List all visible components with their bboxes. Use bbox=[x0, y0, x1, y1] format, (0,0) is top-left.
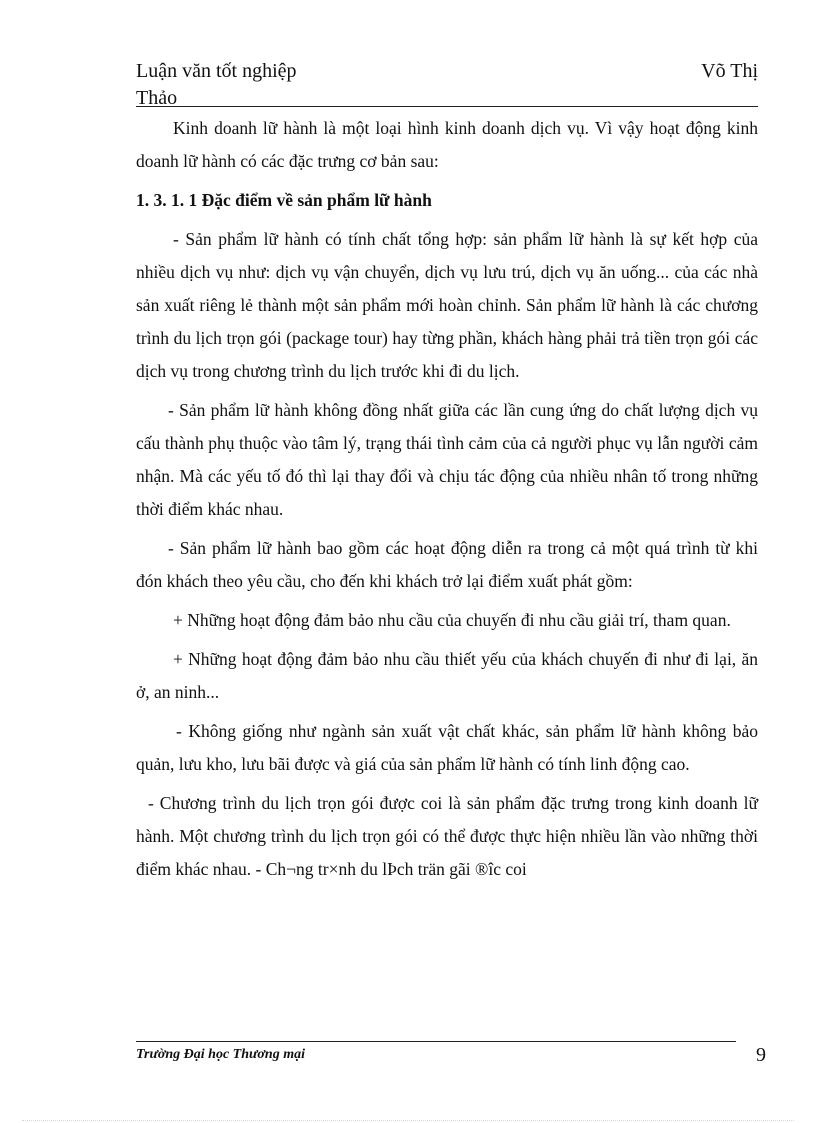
bullet-entertainment-needs: + Những hoạt động đảm bảo nhu cầu của chuyến đi nhu cầu giải trí, tham quan. bbox=[173, 610, 731, 630]
paragraph-composite-product: - Sản phẩm lữ hành có tính chất tổng hợp: sản phẩm lữ hành là sự kết hợp của nhiều dịch vụ như: dịch vụ vận chuyển, dịch vụ lưu trú, dịch vụ ăn uống... của các nhà sản xuất riêng lẻ thành một sản phẩm mới hoàn chỉnh. Sản phẩm lữ hành là các chương trình du lịch trọn gói (package tour) hay từng phần, khách hàng phải trả tiền trọn gói các dịch vụ trong chương trình du lịch trước khi đi du lịch. bbox=[136, 229, 758, 381]
document-title: Luận văn tốt nghiệp bbox=[136, 60, 297, 82]
author-surname: Thảo bbox=[136, 87, 178, 109]
document-title-block bbox=[136, 58, 297, 112]
paragraph-package-tour: - Chương trình du lịch trọn gói được coi là sản phẩm đặc trưng trong kinh doanh lữ hành. Một chương trình du lịch trọn gói có thể được thực hiện nhiều lần vào những thời điểm khác nhau. - Ch¬ng tr×nh du lÞch trän gãi ®îc coi bbox=[136, 793, 758, 879]
paragraph-activities: - Sản phẩm lữ hành bao gồm các hoạt động diễn ra trong cả một quá trình từ khi đón khách theo yêu cầu, cho đến khi khách trở lại điểm xuất phát gồm: bbox=[136, 538, 758, 591]
footer-divider bbox=[136, 1041, 736, 1042]
section-heading: 1. 3. 1. 1 Đặc điểm về sản phẩm lữ hành bbox=[136, 190, 432, 210]
intro-paragraph: Kinh doanh lữ hành là một loại hình kinh doanh dịch vụ. Vì vậy hoạt động kinh doanh lữ hành có các đặc trưng cơ bản sau: bbox=[136, 118, 758, 171]
footer-school: Trường Đại học Thương mại bbox=[136, 1047, 305, 1062]
author-name: Võ Thị bbox=[701, 60, 758, 82]
header-divider bbox=[136, 106, 758, 107]
bullet-essential-needs: + Những hoạt động đảm bảo nhu cầu thiết yếu của khách chuyến đi như đi lại, ăn ở, an ninh... bbox=[136, 649, 758, 702]
paragraph-no-storage: - Không giống như ngành sản xuất vật chất khác, sản phẩm lữ hành không bảo quản, lưu kho, lưu bãi được và giá của sản phẩm lữ hành có tính linh động cao. bbox=[136, 721, 758, 774]
paragraph-inconsistent-quality: - Sản phẩm lữ hành không đồng nhất giữa các lần cung ứng do chất lượng dịch vụ cấu thành phụ thuộc vào tâm lý, trạng thái tình cảm của cả người phục vụ lẫn người cảm nhận. Mà các yếu tố đó thì lại thay đổi và chịu tác động của nhiều nhân tố trong những thời điểm khác nhau. bbox=[136, 400, 758, 519]
page-body bbox=[136, 112, 758, 892]
page-edge bbox=[22, 1120, 794, 1121]
page-number: 9 bbox=[756, 1044, 766, 1066]
